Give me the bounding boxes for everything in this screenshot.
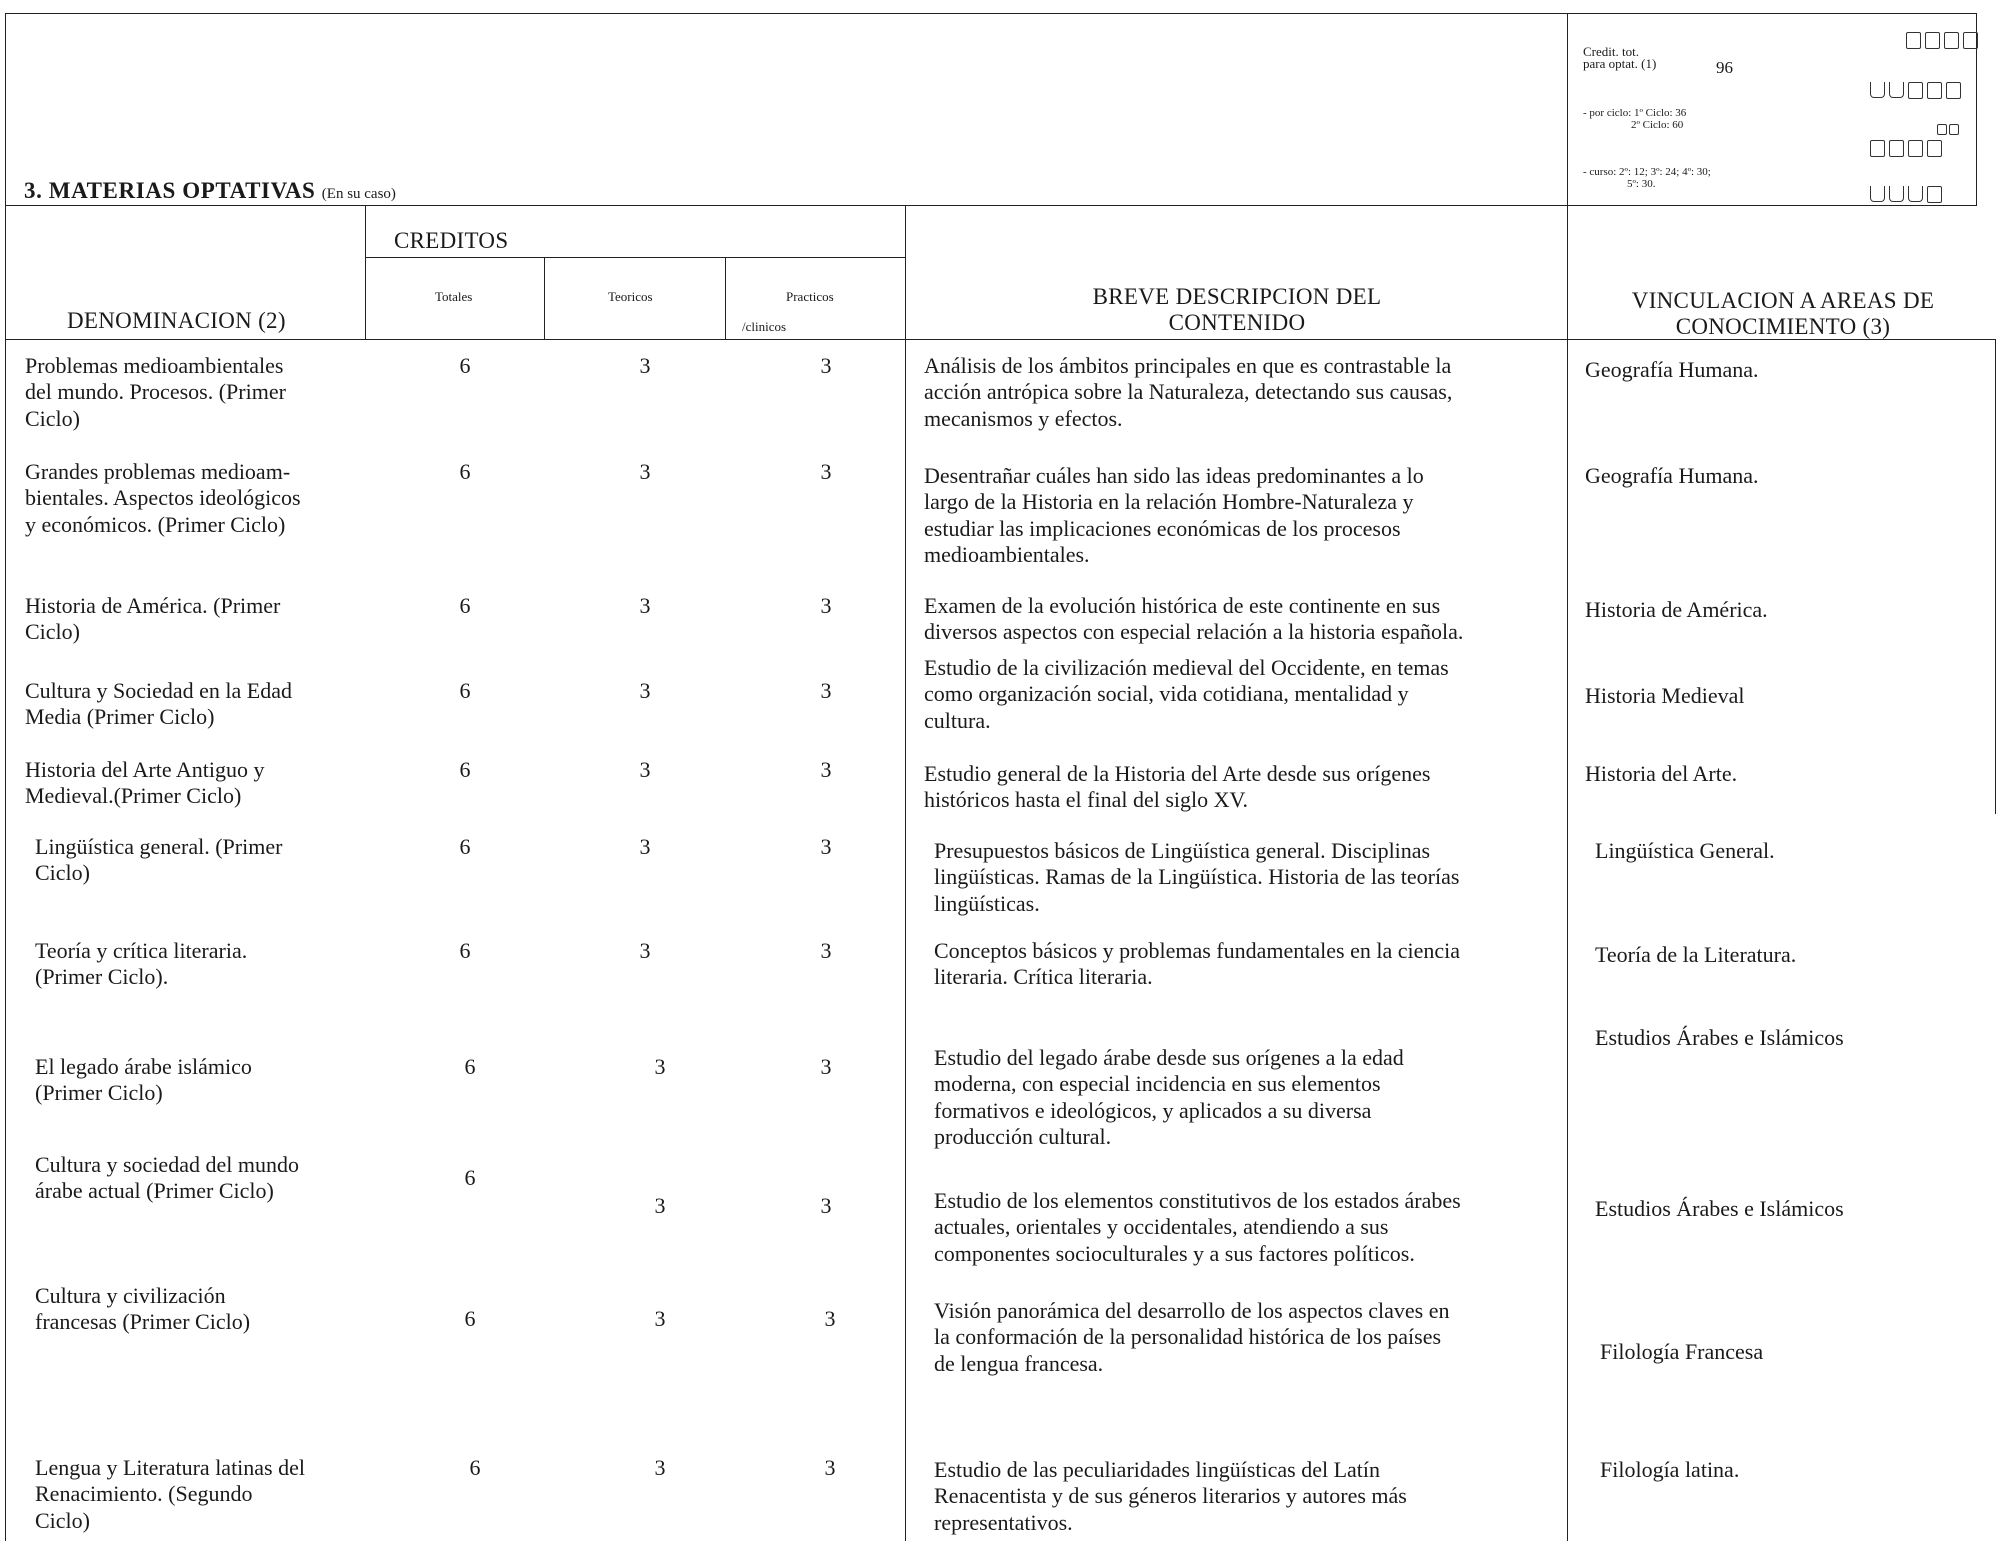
descripcion-line: largo de la Historia en la relación Hombre-Naturaleza y (924, 489, 1414, 515)
header-teoricos: Teoricos (608, 289, 653, 304)
row-denominacion (35, 1283, 250, 1336)
denominacion-line: Media (Primer Ciclo) (25, 704, 215, 730)
denominacion-line: Cultura y civilización (35, 1283, 226, 1308)
header-totales: Totales (435, 289, 473, 304)
descripcion-line: Renacentista y de sus géneros literarios y autores más (934, 1483, 1407, 1509)
row-totales: 6 (459, 678, 471, 703)
col-divider-totales (544, 257, 545, 339)
row-teoricos: 3 (654, 1054, 666, 1079)
code-boxes-4 (1870, 186, 1942, 203)
row-area (1585, 761, 1737, 787)
row-practicos: 3 (820, 593, 832, 618)
row-descripcion (934, 838, 1459, 917)
descripcion-line: actuales, orientales y occidentales, atendiendo a sus (934, 1214, 1389, 1240)
row-practicos: 3 (824, 1455, 836, 1480)
row-denominacion (25, 757, 265, 810)
denominacion-line: Cultura y sociedad del mundo (35, 1152, 299, 1177)
denominacion-line: (Primer Ciclo) (35, 1080, 163, 1106)
row-teoricos: 3 (654, 1306, 666, 1331)
credits-total-label (1583, 46, 1656, 71)
row-denominacion (35, 1455, 305, 1534)
row-denominacion (35, 938, 247, 991)
row-teoricos: 3 (639, 938, 651, 963)
row-practicos: 3 (820, 1054, 832, 1079)
descripcion-line: Desentrañar cuáles han sido las ideas predominantes a lo (924, 463, 1424, 488)
row-area (1585, 463, 1758, 489)
denominacion-line: Lengua y Literatura latinas del (35, 1455, 305, 1480)
descripcion-line: Estudio de la civilización medieval del Occidente, en temas (924, 655, 1449, 680)
row-totales: 6 (459, 593, 471, 618)
curso-line2: 5º: 30. (1627, 178, 1656, 191)
descripcion-line: Visión panorámica del desarrollo de los aspectos claves en (934, 1298, 1450, 1323)
por-ciclo-line1: - por ciclo: 1º Ciclo: 36 (1583, 107, 1687, 119)
area-line: Lingüística General. (1595, 838, 1775, 863)
row-teoricos: 3 (639, 757, 651, 782)
row-descripcion (934, 1457, 1407, 1536)
descripcion-line: mecanismos y efectos. (924, 405, 1123, 431)
area-line: Filología latina. (1600, 1457, 1740, 1482)
descripcion-line: Análisis de los ámbitos principales en que es contrastable la (924, 353, 1452, 378)
denominacion-line: Ciclo) (35, 1507, 90, 1533)
row-practicos: 3 (820, 678, 832, 703)
por-ciclo-text (1583, 107, 1686, 131)
credits-label-line2: para optat. (1) (1583, 56, 1657, 72)
descripcion-line: Examen de la evolución histórica de este continente en sus (924, 593, 1441, 618)
denominacion-line: Cultura y Sociedad en la Edad (25, 678, 292, 703)
descripcion-line: medioambientales. (924, 542, 1090, 568)
row-teoricos: 3 (639, 459, 651, 484)
descripcion-line: formativos e ideológicos, y aplicados a su diversa (934, 1097, 1372, 1123)
code-boxes-3b (1937, 124, 1959, 135)
denominacion-line: Ciclo) (35, 860, 90, 886)
descripcion-line: componentes socioculturales y a sus factores políticos. (934, 1240, 1415, 1266)
credits-total-value: 96 (1716, 58, 1733, 77)
row-denominacion (35, 1054, 252, 1107)
row-area (1600, 1339, 1763, 1365)
descripcion-line: Presupuestos básicos de Lingüística general. Disciplinas (934, 838, 1431, 863)
denominacion-line: Problemas medioambientales (25, 353, 284, 378)
row-descripcion (934, 1298, 1450, 1377)
row-totales: 6 (464, 1165, 476, 1190)
descripcion-line: lingüísticas. (934, 890, 1040, 916)
row-totales: 6 (459, 459, 471, 484)
row-practicos: 3 (820, 834, 832, 859)
descripcion-line: la conformación de la personalidad histórica de los países (934, 1324, 1442, 1350)
header-descripcion-line2: CONTENIDO (1168, 310, 1306, 336)
area-line: Filología Francesa (1600, 1339, 1764, 1364)
area-line: Geografía Humana. (1585, 357, 1759, 382)
area-column-divider (1567, 13, 1568, 1541)
col-divider-denominacion (365, 205, 366, 339)
descripcion-line: estudiar las implicaciones económicas de los procesos (924, 515, 1401, 541)
denominacion-line: Teoría y crítica literaria. (35, 938, 248, 963)
descripcion-line: lingüísticas. Ramas de la Lingüística. Historia de las teorías (934, 864, 1460, 890)
row-descripcion (924, 353, 1452, 432)
curso-text (1583, 166, 1711, 190)
area-line: Estudios Árabes e Islámicos (1595, 1025, 1844, 1050)
denominacion-line: francesas (Primer Ciclo) (35, 1309, 251, 1335)
denominacion-line: (Primer Ciclo). (35, 964, 169, 990)
descripcion-line: literaria. Crítica literaria. (934, 964, 1153, 990)
row-area (1595, 838, 1775, 864)
row-totales: 6 (459, 757, 471, 782)
denominacion-line: y económicos. (Primer Ciclo) (25, 511, 286, 537)
section-title (24, 178, 396, 204)
row-totales: 6 (459, 834, 471, 859)
descripcion-line: acción antrópica sobre la Naturaleza, detectando sus causas, (924, 379, 1453, 405)
row-descripcion (924, 655, 1449, 734)
row-totales: 6 (459, 938, 471, 963)
descripcion-line: representativos. (934, 1509, 1073, 1535)
descripcion-line: de lengua francesa. (934, 1350, 1104, 1376)
denominacion-line: Ciclo) (25, 405, 80, 431)
row-area (1595, 1196, 1844, 1222)
denominacion-line: Grandes problemas medioam- (25, 459, 291, 484)
row-totales: 6 (464, 1306, 476, 1331)
denominacion-line: árabe actual (Primer Ciclo) (35, 1178, 274, 1204)
code-boxes-3 (1870, 140, 1942, 157)
curso-line1: - curso: 2º: 12; 3º: 24; 4º: 30; (1583, 166, 1711, 178)
descripcion-line: Estudio general de la Historia del Arte desde sus orígenes (924, 761, 1431, 786)
col-divider-teoricos (725, 257, 726, 339)
row-practicos: 3 (820, 459, 832, 484)
row-practicos: 3 (820, 757, 832, 782)
header-descripcion-line1: BREVE DESCRIPCION DEL (1092, 284, 1382, 309)
code-boxes-2 (1870, 82, 1961, 99)
col-divider-descripcion (905, 205, 906, 1541)
code-boxes-1 (1906, 32, 1978, 49)
descripcion-line: cultura. (924, 707, 991, 733)
row-area (1585, 357, 1758, 383)
header-creditos: CREDITOS (394, 228, 509, 253)
denominacion-line: del mundo. Procesos. (Primer (25, 379, 286, 405)
row-denominacion (25, 459, 301, 538)
section-subtitle: (En su caso) (321, 186, 396, 202)
area-line: Estudios Árabes e Islámicos (1595, 1196, 1844, 1221)
creditos-underline (365, 257, 906, 258)
header-denominacion: DENOMINACION (2) (67, 308, 286, 333)
row-denominacion (35, 834, 282, 887)
row-practicos: 3 (820, 1193, 832, 1218)
title-row-bottom-border (5, 205, 1977, 206)
row-practicos: 3 (824, 1306, 836, 1331)
denominacion-line: Historia del Arte Antiguo y (25, 757, 265, 782)
right-border-body (1995, 339, 1996, 814)
header-clinicos: /clinicos (742, 319, 787, 334)
denominacion-line: El legado árabe islámico (35, 1054, 252, 1079)
header-vinculacion (1568, 288, 1998, 341)
section-title-text: 3. MATERIAS OPTATIVAS (24, 178, 316, 203)
denominacion-line: bientales. Aspectos ideológicos (25, 485, 301, 511)
descripcion-line: producción cultural. (934, 1124, 1112, 1150)
por-ciclo-line2: 2º Ciclo: 60 (1631, 119, 1684, 132)
descripcion-line: Estudio de las peculiaridades lingüísticas del Latín (934, 1457, 1380, 1482)
row-descripcion (924, 761, 1430, 814)
row-practicos: 3 (820, 353, 832, 378)
row-descripcion (934, 938, 1460, 991)
header-vinculacion-line2: CONOCIMIENTO (3) (1675, 314, 1891, 340)
denominacion-line: Lingüística general. (Primer (35, 834, 283, 859)
descripcion-line: diversos aspectos con especial relación a la historia española. (924, 619, 1464, 645)
row-area (1585, 597, 1768, 623)
row-practicos: 3 (820, 938, 832, 963)
row-area (1585, 683, 1744, 709)
denominacion-line: Medieval.(Primer Ciclo) (25, 783, 242, 809)
denominacion-line: Historia de América. (Primer (25, 593, 281, 618)
area-line: Historia del Arte. (1585, 761, 1738, 786)
header-practicos: Practicos (786, 289, 834, 304)
row-denominacion (25, 593, 280, 646)
row-area (1600, 1457, 1739, 1483)
row-totales: 6 (459, 353, 471, 378)
row-descripcion (924, 593, 1463, 646)
descripcion-line: moderna, con especial incidencia en sus elementos (934, 1071, 1381, 1097)
row-teoricos: 3 (639, 678, 651, 703)
row-denominacion (25, 353, 286, 432)
descripcion-line: Estudio de los elementos constitutivos de los estados árabes (934, 1188, 1461, 1213)
area-line: Teoría de la Literatura. (1595, 942, 1797, 967)
area-line: Historia de América. (1585, 597, 1768, 622)
header-descripcion (906, 284, 1568, 337)
row-descripcion (934, 1045, 1404, 1151)
descripcion-line: Conceptos básicos y problemas fundamentales en la ciencia (934, 938, 1460, 963)
row-teoricos: 3 (654, 1455, 666, 1480)
row-teoricos: 3 (639, 353, 651, 378)
row-teoricos: 3 (639, 593, 651, 618)
row-denominacion (25, 678, 292, 731)
row-descripcion (924, 463, 1424, 569)
row-totales: 6 (469, 1455, 481, 1480)
row-totales: 6 (464, 1054, 476, 1079)
row-descripcion (934, 1188, 1461, 1267)
descripcion-line: como organización social, vida cotidiana, mentalidad y (924, 681, 1409, 707)
denominacion-line: Renacimiento. (Segundo (35, 1481, 253, 1507)
denominacion-line: Ciclo) (25, 619, 80, 645)
header-vinculacion-line1: VINCULACION A AREAS DE (1631, 288, 1935, 313)
top-border (5, 13, 1977, 14)
descripcion-line: Estudio del legado árabe desde sus orígenes a la edad (934, 1045, 1404, 1070)
row-area (1595, 942, 1796, 968)
row-teoricos: 3 (654, 1193, 666, 1218)
row-denominacion (35, 1152, 299, 1205)
row-area (1595, 1025, 1844, 1051)
row-teoricos: 3 (639, 834, 651, 859)
descripcion-line: históricos hasta el final del siglo XV. (924, 787, 1249, 813)
area-line: Geografía Humana. (1585, 463, 1759, 488)
left-border (5, 13, 6, 1541)
credits-label-line1: Credit. tot. (1583, 44, 1639, 59)
area-line: Historia Medieval (1585, 683, 1745, 708)
